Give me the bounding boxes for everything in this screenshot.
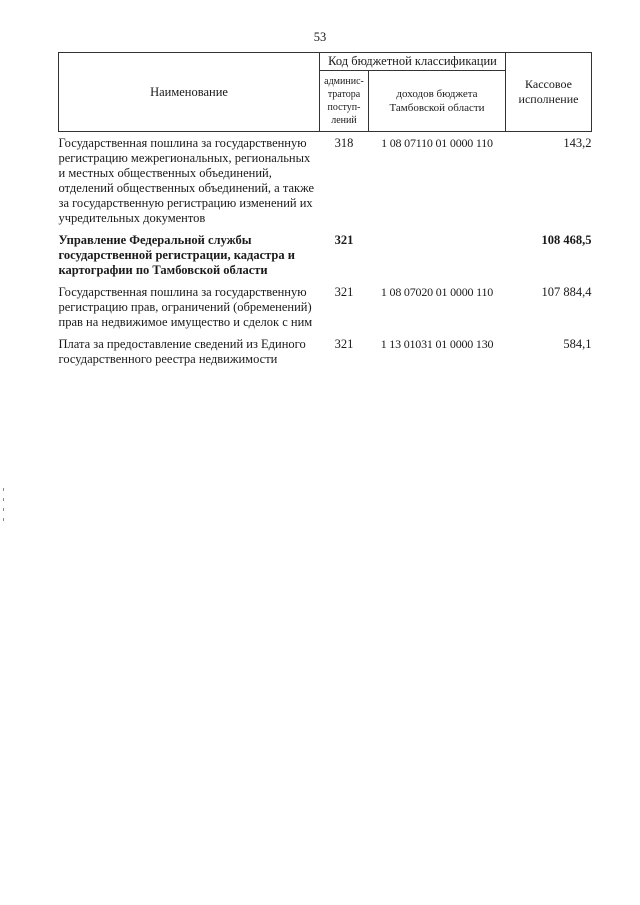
scan-mark bbox=[3, 518, 4, 521]
row-admin-code: 321 bbox=[334, 233, 354, 247]
table-row bbox=[59, 334, 592, 371]
header-cash-execution bbox=[506, 53, 592, 132]
row-name: Государственная пошлина за государственную регистрацию прав, ограничений (обременений) прав на недвижимое имущество и сделок с ним bbox=[58, 285, 313, 329]
table-row bbox=[59, 132, 592, 231]
header-revenue-text: доходов бюджета Тамбовской области bbox=[389, 88, 485, 114]
table-row-section bbox=[59, 230, 592, 282]
row-name: Управление Федеральной службы государственной регистрации, кадастра и картографии по Тамбовской области bbox=[58, 233, 295, 277]
header-cash-execution-text: Кассовое исполнение bbox=[518, 77, 579, 106]
row-amount: 107 884,4 bbox=[541, 285, 592, 299]
row-amount: 143,2 bbox=[563, 136, 592, 150]
row-admin-code: 321 bbox=[334, 285, 354, 299]
row-amount: 584,1 bbox=[563, 337, 592, 351]
table-body bbox=[59, 132, 592, 372]
row-admin-code: 321 bbox=[334, 337, 354, 351]
row-admin-code: 318 bbox=[334, 136, 354, 150]
row-amount: 108 468,5 bbox=[541, 233, 592, 247]
row-name: Государственная пошлина за государственную регистрацию межрегиональных, региональных и местных общественных объединений, отделений общественных объединений, а также за государственную регистрацию изменений их учредительных документов bbox=[58, 136, 315, 225]
page-number: 53 bbox=[313, 30, 327, 44]
header-name: Наименование bbox=[59, 53, 320, 132]
table-header bbox=[59, 53, 592, 132]
scan-mark bbox=[3, 508, 4, 511]
scan-mark bbox=[3, 488, 4, 491]
header-administrator-code bbox=[320, 71, 369, 132]
header-administrator-text: админис- тратора поступ- лений bbox=[324, 76, 364, 126]
scan-mark bbox=[3, 498, 4, 501]
row-revenue-code: 1 08 07020 01 0000 110 bbox=[380, 285, 494, 299]
scan-margin-marks bbox=[2, 488, 5, 524]
row-revenue-code: 1 08 07110 01 0000 110 bbox=[381, 136, 493, 150]
row-revenue-code bbox=[369, 230, 506, 282]
row-revenue-code: 1 13 01031 01 0000 130 bbox=[380, 337, 494, 351]
header-revenue-code bbox=[369, 71, 506, 132]
budget-revenue-table bbox=[58, 52, 592, 371]
header-budget-classification-code: Код бюджетной классификации bbox=[320, 53, 506, 71]
row-name: Плата за предоставление сведений из Единого государственного реестра недвижимости bbox=[58, 337, 306, 366]
table-row bbox=[59, 282, 592, 334]
